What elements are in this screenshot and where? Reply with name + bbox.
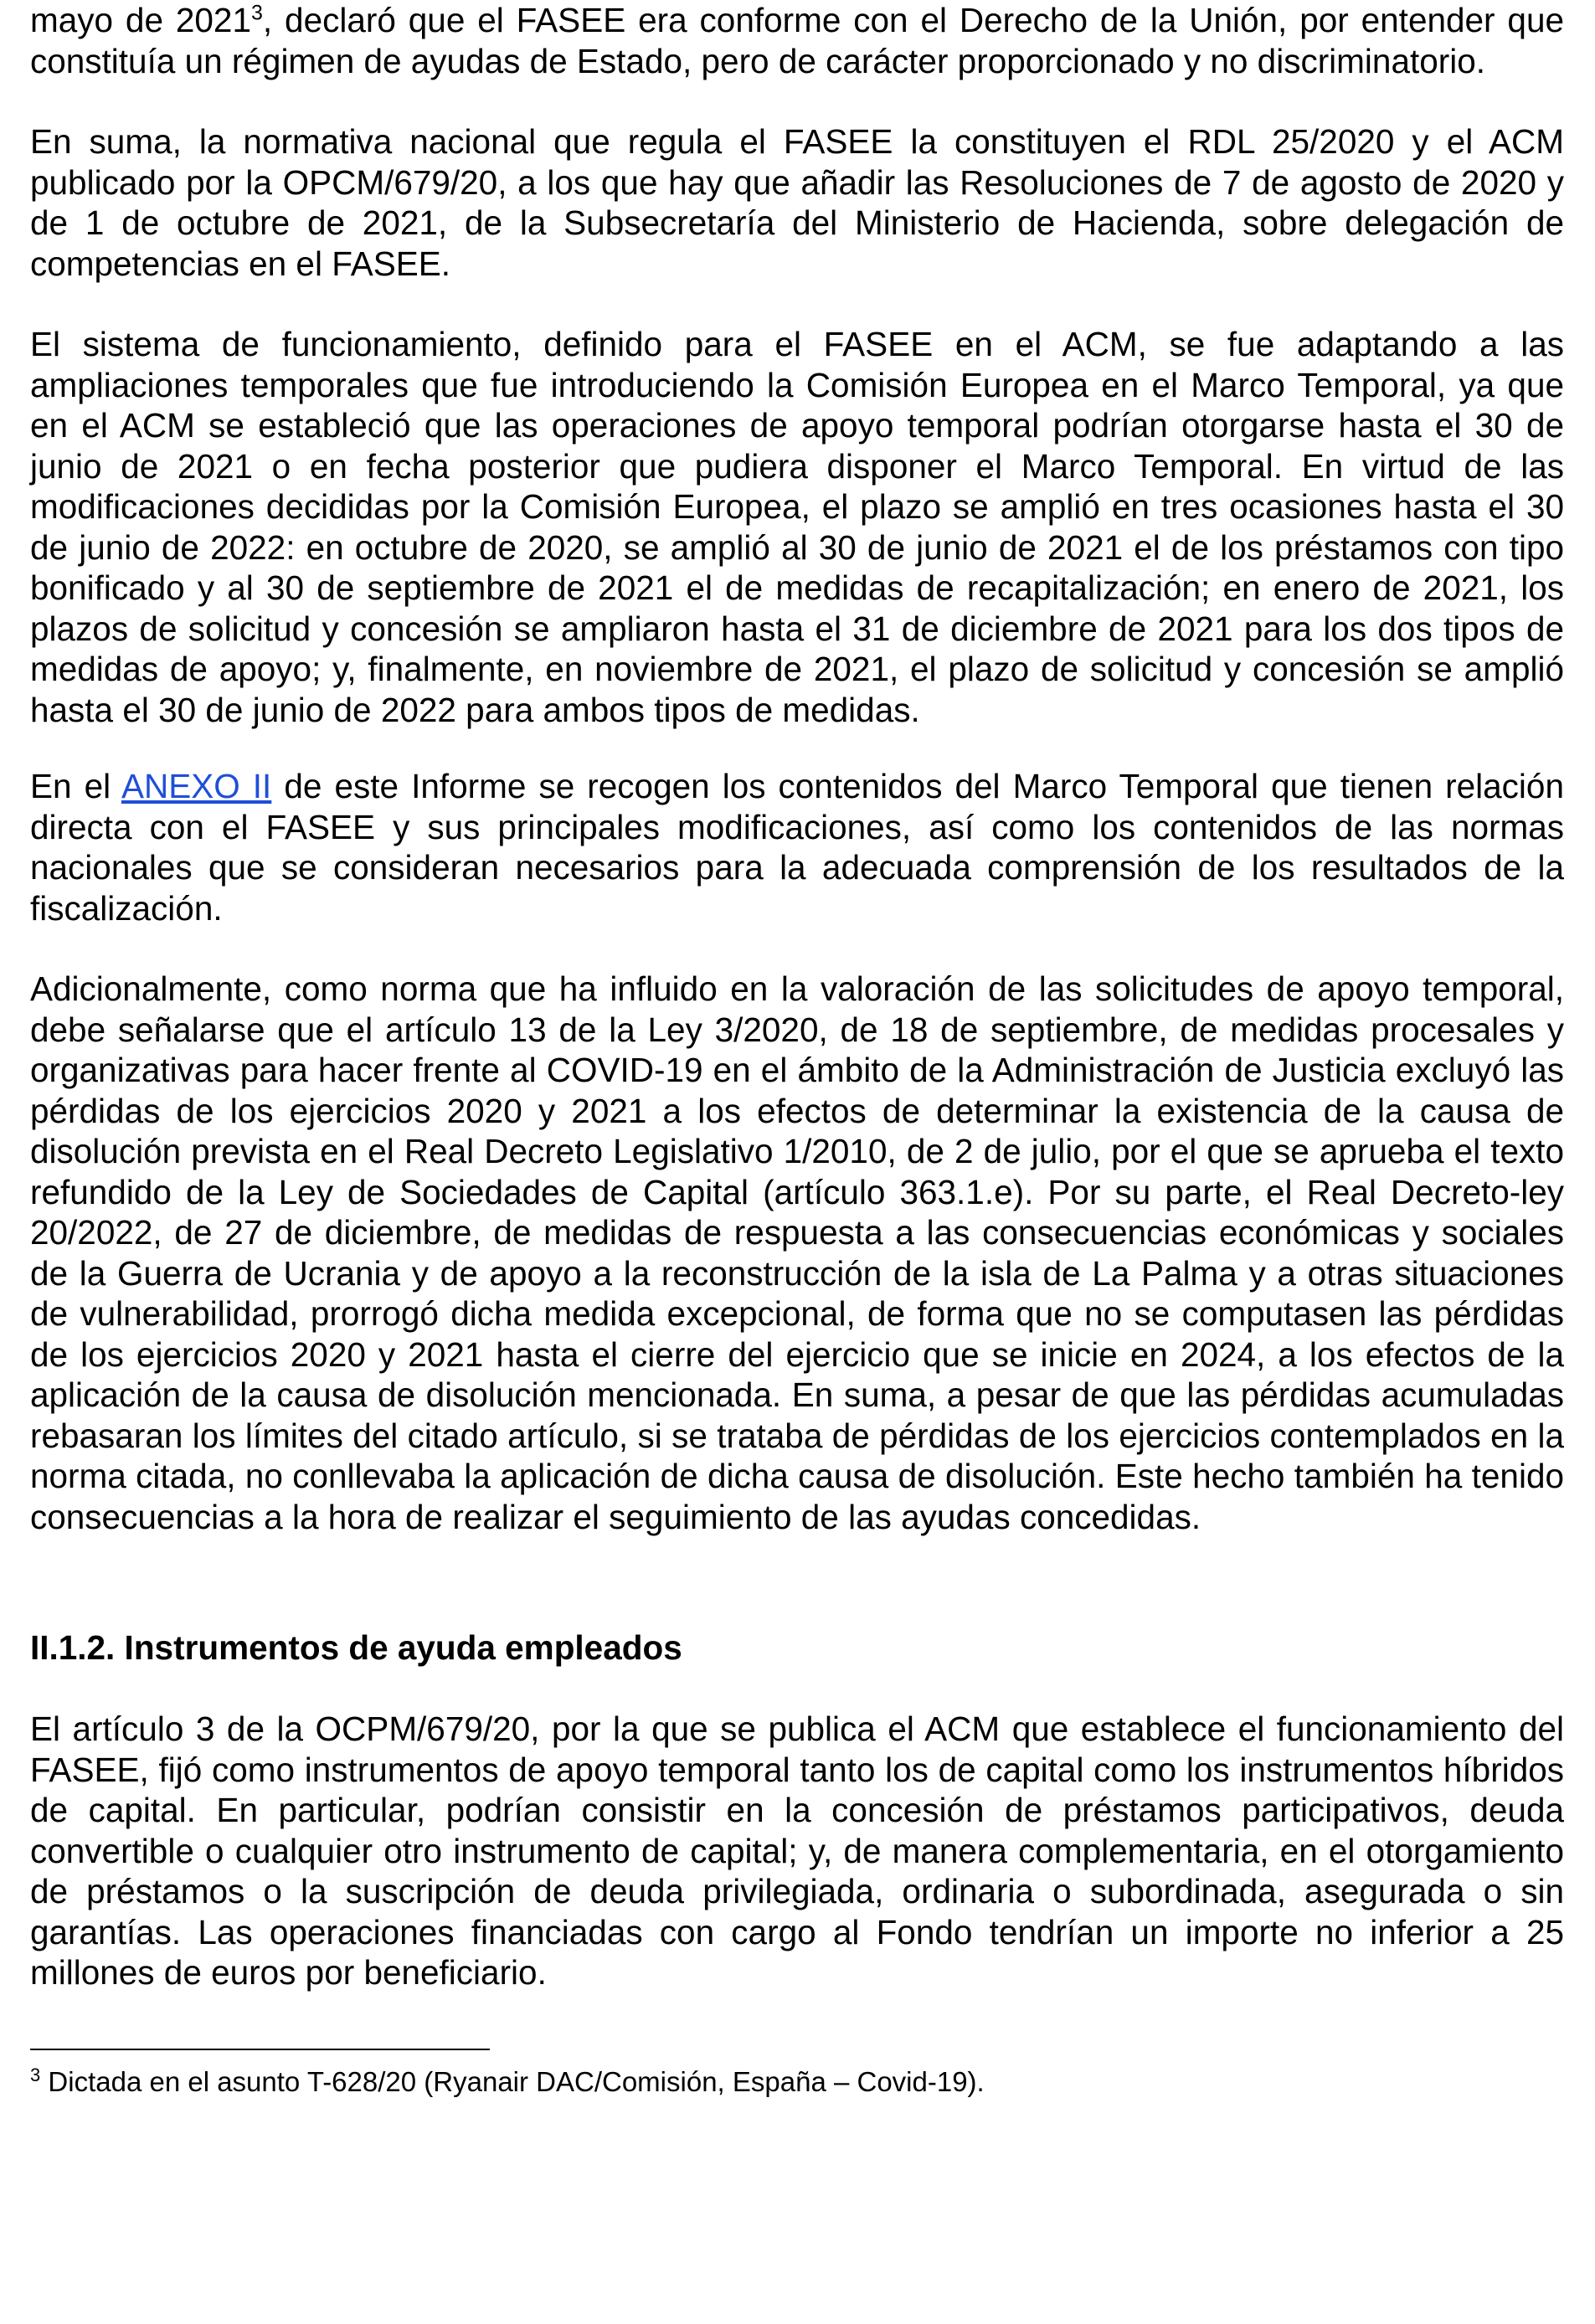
paragraph-ruling-rest: , declaró que el FASEE era conforme con el Derecho de la Unión, por entender que constituía un régimen de ayudas de Estado, pero de carácter proporcionado y no discriminatorio. (30, 1, 1564, 80)
annex-ii-link[interactable]: ANEXO II (121, 767, 272, 805)
paragraph-ruling (30, 0, 1564, 81)
footnote-ref-3[interactable]: 3 (250, 1, 263, 25)
annex-paragraph-rest: de este Informe se recogen los contenidos del Marco Temporal que tienen relación directa con el FASEE y sus principales modificaciones, así como los contenidos de las normas nacionales que se consideran necesarios para la adecuada comprensión de los resultados de la fiscalización. (30, 767, 1564, 928)
annex-paragraph-start: En el (30, 767, 121, 805)
paragraph-dissolution-cause: Adicionalmente, como norma que ha influido en la valoración de las solicitudes de apoyo temporal, debe señalarse que el artículo 13 de la Ley 3/2020, de 18 de septiembre, de medidas procesales y organizativas para hacer frente al COVID-19 en el ámbito de la Administración de Justicia excluyó las pérdidas de los ejercicios 2020 y 2021 a los efectos de determinar la existencia de la causa de disolución prevista en el Real Decreto Legislativo 1/2010, de 2 de julio, por el que se aprueba el texto refundido de la Ley de Sociedades de Capital (artículo 363.1.e). Por su parte, el Real Decreto-ley 20/2022, de 27 de diciembre, de medidas de respuesta a las consecuencias económicas y sociales de la Guerra de Ucrania y de apoyo a la reconstrucción de la isla de La Palma y a otras situaciones de vulnerabilidad, prorrogó dicha medida excepcional, de forma que no se computasen las pérdidas de los ejercicios 2020 y 2021 hasta el cierre del ejercicio que se inicie en 2024, a los efectos de la aplicación de la causa de disolución mencionada. En suma, a pesar de que las pérdidas acumuladas rebasaran los límites del citado artículo, si se trataba de pérdidas de los ejercicios contemplados en la norma citada, no conllevaba la aplicación de dicha causa de disolución. Este hecho también ha tenido consecuencias a la hora de realizar el seguimiento de las ayudas concedidas. (30, 969, 1564, 1536)
footnote-number: 3 (30, 2064, 41, 2085)
paragraph-annex-reference (30, 766, 1564, 928)
paragraph-ruling-start: mayo de 2021 (30, 1, 251, 39)
section-heading: II.1.2. Instrumentos de ayuda empleados (30, 1628, 682, 1667)
paragraph-national-rules: En suma, la normativa nacional que regula el FASEE la constituyen el RDL 25/2020 y el ACM publicado por la OPCM/679/20, a los que hay que añadir las Resoluciones de 7 de agosto de 2020 y de 1 de octubre de 2021, de la Subsecretaría del Ministerio de Hacienda, sobre delegación de competencias en el FASEE. (30, 122, 1564, 283)
footnote-separator (30, 2049, 490, 2050)
footnote (30, 2065, 985, 2099)
paragraph-operating-system: El sistema de funcionamiento, definido para el FASEE en el ACM, se fue adaptando a las ampliaciones temporales que fue introduciendo la Comisión Europea en el Marco Temporal, ya que en el ACM se estableció que las operaciones de apoyo temporal podrían otorgarse hasta el 30 de junio de 2021 o en fecha posterior que pudiera disponer el Marco Temporal. En virtud de las modificaciones decididas por la Comisión Europea, el plazo se amplió en tres ocasiones hasta el 30 de junio de 2022: en octubre de 2020, se amplió al 30 de junio de 2021 el de los préstamos con tipo bonificado y al 30 de septiembre de 2021 el de medidas de recapitalización; en enero de 2021, los plazos de solicitud y concesión se ampliaron hasta el 31 de diciembre de 2021 para los dos tipos de medidas de apoyo; y, finalmente, en noviembre de 2021, el plazo de solicitud y concesión se amplió hasta el 30 de junio de 2022 para ambos tipos de medidas. (30, 325, 1564, 729)
paragraph-aid-instruments: El artículo 3 de la OCPM/679/20, por la que se publica el ACM que establece el funcionamiento del FASEE, fijó como instrumentos de apoyo temporal tanto los de capital como los instrumentos híbridos de capital. En particular, podrían consistir en la concesión de préstamos participativos, deuda convertible o cualquier otro instrumento de capital; y, de manera complementaria, en el otorgamiento de préstamos o la suscripción de deuda privilegiada, ordinaria o subordinada, asegurada o sin garantías. Las operaciones financiadas con cargo al Fondo tendrían un importe no inferior a 25 millones de euros por beneficiario. (30, 1710, 1564, 1992)
footnote-text: Dictada en el asunto T-628/20 (Ryanair DAC/Comisión, España – Covid-19). (40, 2066, 985, 2097)
